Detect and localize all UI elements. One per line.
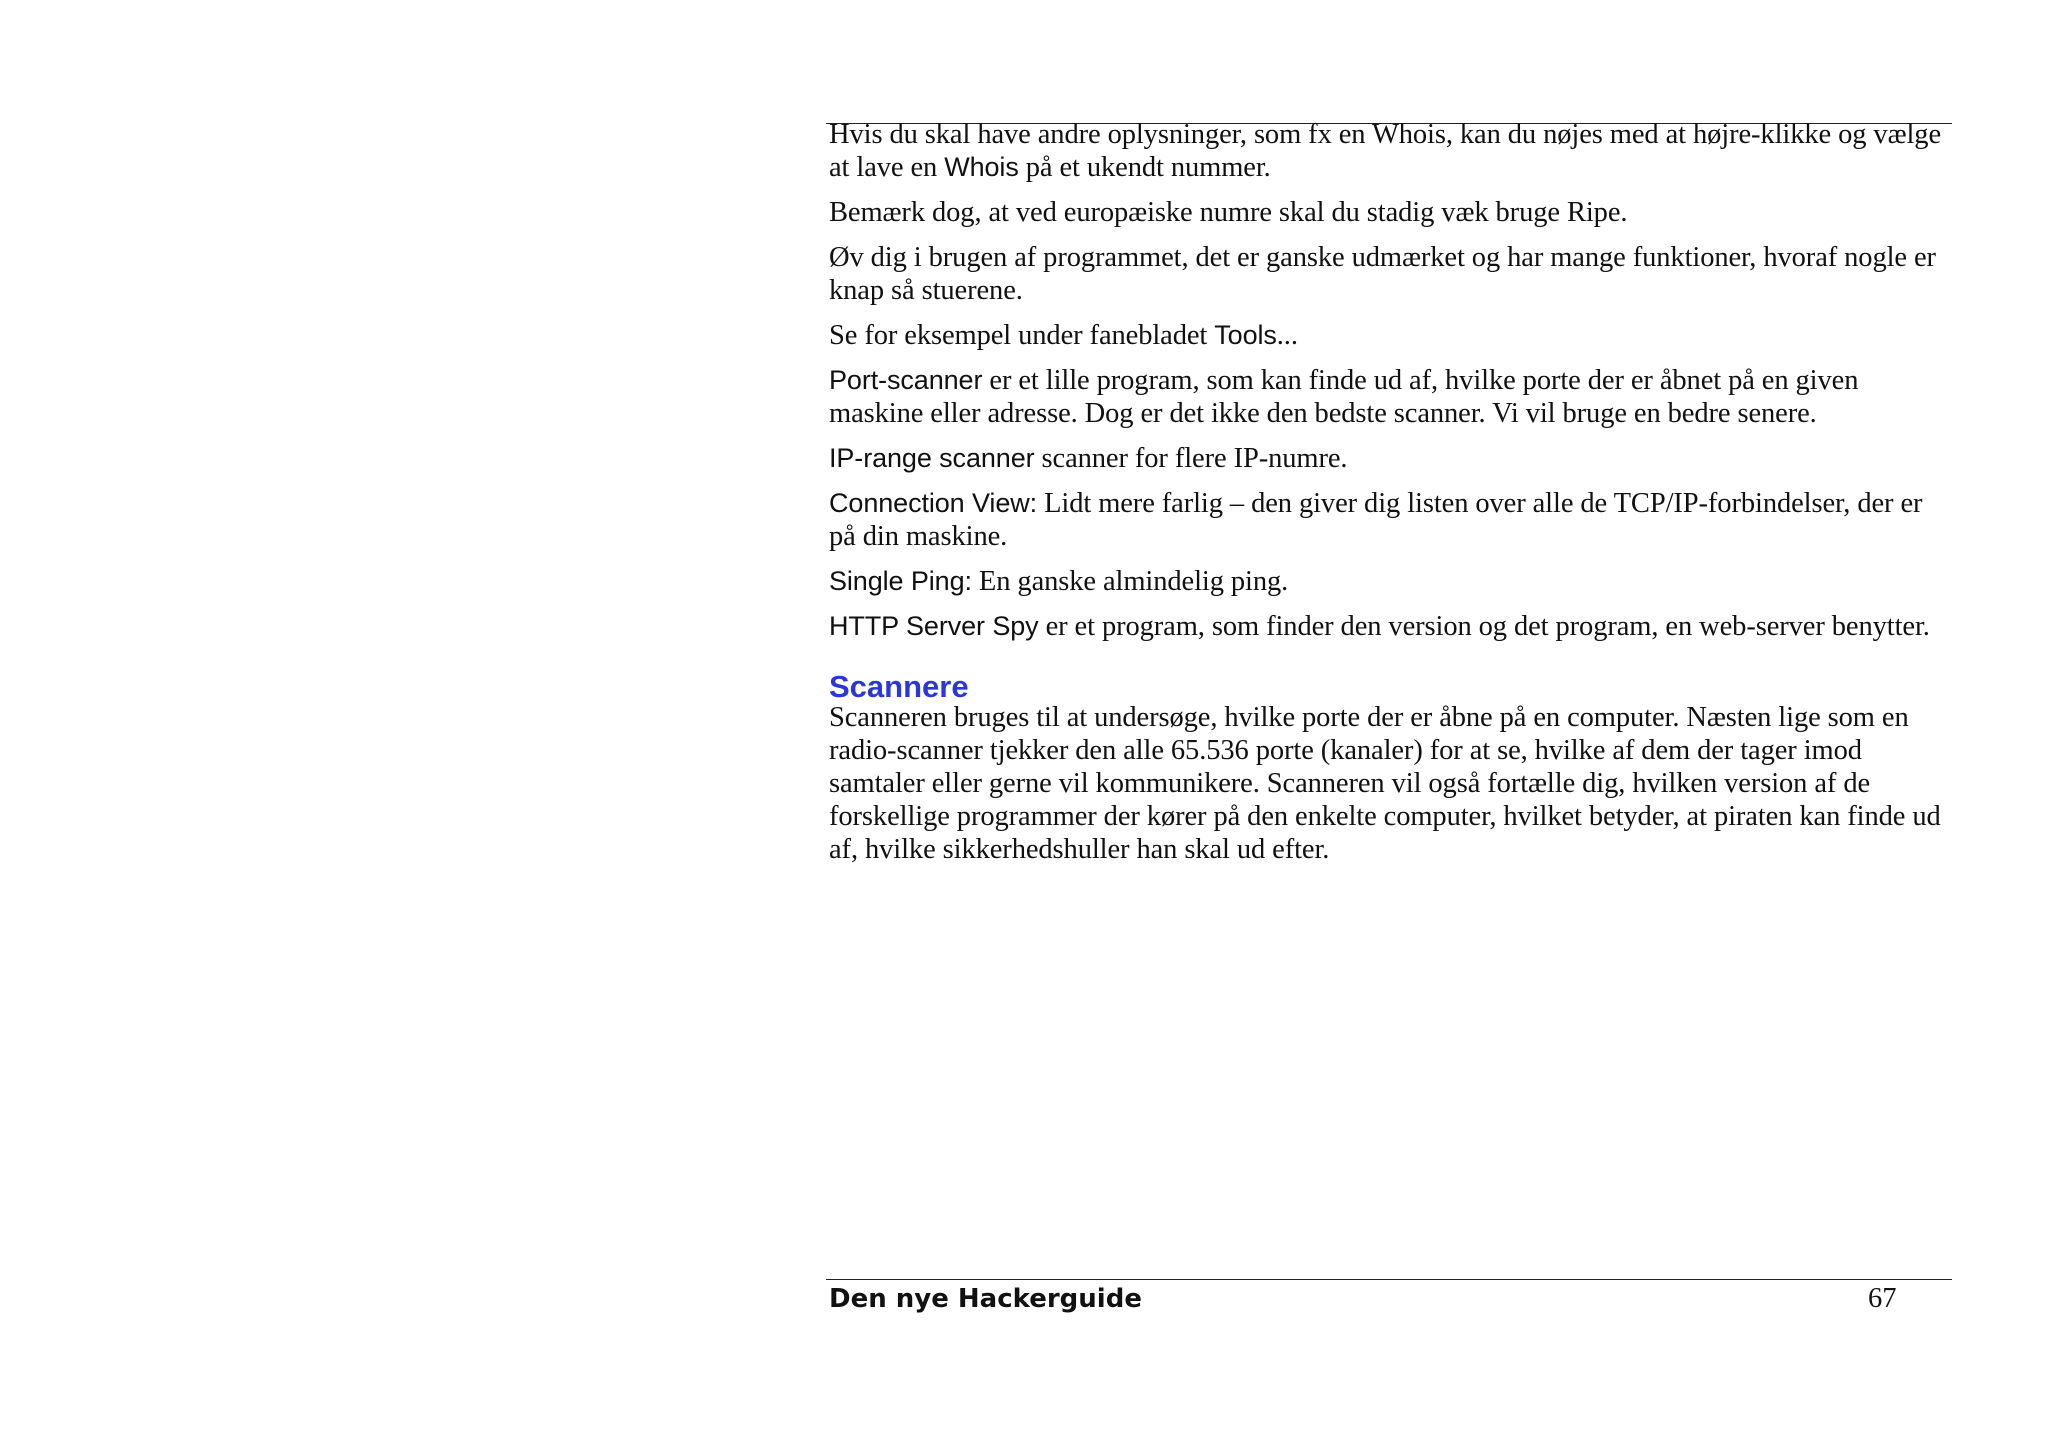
term-single-ping: Single Ping:	[829, 566, 972, 596]
paragraph-text: En ganske almindelig ping.	[971, 566, 1289, 597]
term-connection-view: Connection View:	[829, 488, 1038, 518]
paragraph-text: Lidt mere farlig – den giver dig listen over alle de TCP/IP-forbindelser, der er på din maskine.	[829, 488, 1923, 552]
paragraph-whois	[829, 118, 1951, 184]
paragraph-scanners: Scanneren bruges til at undersøge, hvilke porte der er åbne på en computer. Næsten lige som en radio-scanner tjekker den alle 65.536 porte (kanaler) for at se, hvilke af dem der tager imod samtaler eller gerne vil kommunikere. Scanneren vil også fortælle dig, hvilken version af de forskellige programmer der kører på den enkelte computer, hvilket betyder, at piraten kan finde ud af, hvilke sikkerhedshuller han skal ud efter.	[829, 702, 1941, 865]
paragraph-port-scanner	[829, 364, 1951, 430]
paragraph-tools	[829, 319, 1951, 352]
page-body	[829, 118, 1951, 878]
page-number: 67	[1868, 1283, 1897, 1314]
term-port-scanner: Port-scanner	[829, 365, 983, 395]
paragraph-text: er et lille program, som kan finde ud af, hvilke porte der er åbnet på en given maskine eller adresse. Dog er det ikke den bedste scanner. Vi vil bruge en bedre senere.	[829, 365, 1859, 429]
footer-rule	[826, 1279, 1952, 1280]
paragraph-text: ...	[1276, 320, 1298, 351]
paragraph-ip-range-scanner	[829, 442, 1951, 475]
paragraph-text: på et ukendt nummer.	[1018, 152, 1271, 183]
term-http-server-spy: HTTP Server Spy	[829, 611, 1039, 641]
paragraph-single-ping	[829, 565, 1951, 598]
paragraph-ripe: Bemærk dog, at ved europæiske numre skal du stadig væk bruge Ripe.	[829, 197, 1628, 228]
term-tools: Tools	[1214, 320, 1277, 350]
term-ip-range-scanner: IP-range scanner	[829, 443, 1035, 473]
paragraph-text: scanner for flere IP-numre.	[1034, 443, 1348, 474]
footer-book-title: Den nye Hackerguide	[829, 1284, 1142, 1314]
term-whois: Whois	[944, 152, 1019, 182]
paragraph-text: er et program, som finder den version og det program, en web-server benytter.	[1038, 611, 1930, 642]
paragraph-text: Hvis du skal have andre oplysninger, som fx en Whois, kan du nøjes med at højre-klikke og vælge at lave en	[829, 119, 1941, 183]
paragraph-practice: Øv dig i brugen af programmet, det er ganske udmærket og har mange funktioner, hvoraf nogle er knap så stuerene.	[829, 242, 1936, 306]
paragraph-connection-view	[829, 487, 1951, 553]
paragraph-text: Se for eksempel under fanebladet	[829, 320, 1215, 351]
paragraph-http-server-spy	[829, 610, 1951, 643]
section-heading: Scannere	[829, 669, 969, 704]
